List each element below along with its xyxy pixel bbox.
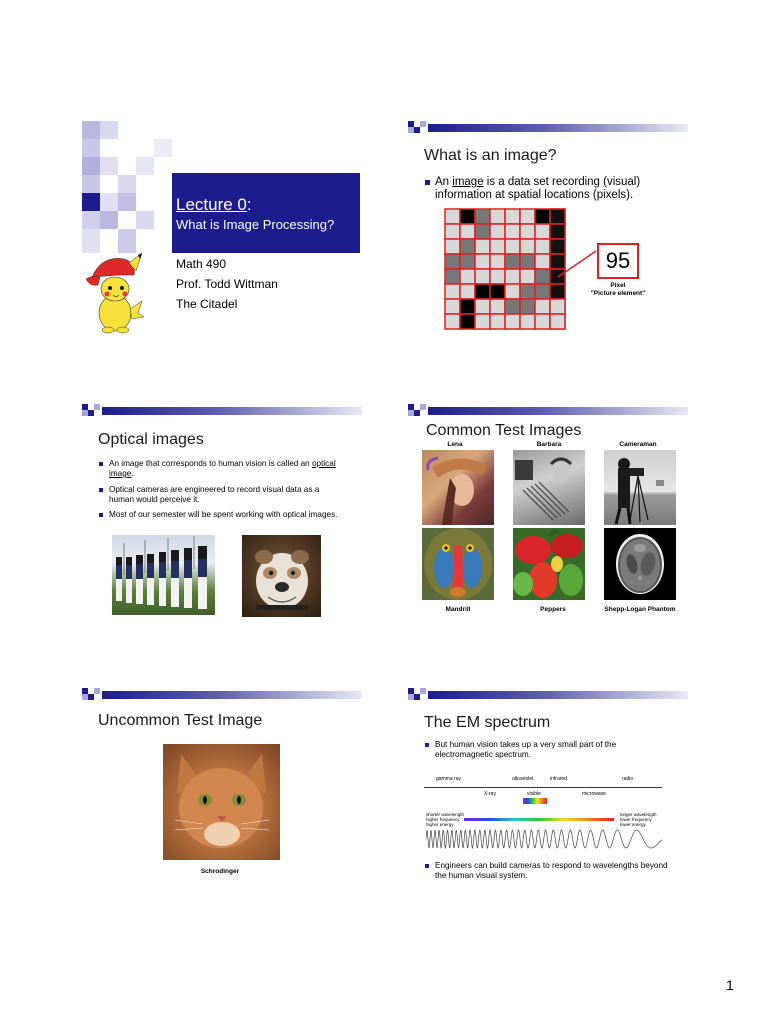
label-radio: radio (622, 776, 634, 782)
pixel-cell (490, 299, 505, 314)
pixel-cell (550, 209, 565, 224)
pixel-cell (490, 254, 505, 269)
pixel-cell (550, 299, 565, 314)
pixel-cell (535, 209, 550, 224)
lena-image (422, 450, 494, 525)
pixel-cell (445, 314, 460, 329)
pixel-cell (475, 299, 490, 314)
pixel-cell (460, 224, 475, 239)
em-bullet-2: Engineers can build cameras to respond to wavelengths beyond the human visual system. (435, 861, 675, 881)
label-peppers: Peppers (540, 606, 566, 613)
wave-illustration (426, 828, 662, 850)
pixel-grid (444, 208, 566, 330)
slide-2 (408, 121, 688, 331)
pixel-cell (460, 239, 475, 254)
pixel-cell (505, 284, 520, 299)
pixel-cell (520, 269, 535, 284)
slide-header-bar (408, 121, 688, 135)
pixel-cell (445, 209, 460, 224)
pixel-cell (550, 284, 565, 299)
slide-title: Uncommon Test Image (98, 712, 263, 729)
pixel-cell (445, 269, 460, 284)
pixel-cell (535, 299, 550, 314)
slide-6 (408, 688, 688, 898)
pixel-cell (550, 224, 565, 239)
pixel-cell (505, 209, 520, 224)
cat-photo (163, 744, 280, 860)
slide-header-bar (408, 404, 688, 418)
pixel-cell (505, 299, 520, 314)
pixel-cell (490, 314, 505, 329)
label-lower-frequency: lower frequency (620, 817, 652, 822)
optical-bullet-1 (109, 459, 344, 479)
pixel-cell (505, 239, 520, 254)
bullet-text: An image that corresponds to human vision is called an (109, 459, 312, 468)
label-infrared: infrared (550, 776, 567, 782)
pixel-cell (520, 254, 535, 269)
label-longer-wavelength: longer wavelength (620, 812, 657, 817)
professor-name: Prof. Todd Wittman (176, 277, 278, 291)
lecture-title (176, 195, 252, 215)
course-name: Math 490 (176, 257, 227, 271)
label-lena: Lena (447, 441, 463, 448)
pixel-cell (520, 299, 535, 314)
pixel-cell (445, 284, 460, 299)
label-gamma-ray: gamma ray (436, 776, 462, 782)
pikachu-illustration (82, 253, 144, 335)
slide-title: What is an image? (424, 147, 557, 164)
wave-path (426, 830, 662, 848)
spectrum-gradient-arrow (464, 818, 614, 821)
pixel-cell (535, 269, 550, 284)
bullet-term: optical image (109, 459, 336, 478)
pixel-cell (490, 239, 505, 254)
pixel-cell (520, 239, 535, 254)
pixel-value-box: 95 (597, 243, 639, 279)
label-higher-energy: higher energy (426, 822, 454, 827)
slide-1 (82, 121, 362, 331)
lecture-title-text: Lecture 0 (176, 195, 247, 214)
pixel-cell (475, 224, 490, 239)
pixel-callout-line (556, 241, 600, 281)
pixel-cell (520, 284, 535, 299)
pixel-cell (505, 254, 520, 269)
pixel-cell (520, 209, 535, 224)
bullet-pre: An (435, 176, 453, 188)
pixel-cell (460, 254, 475, 269)
label-cameraman: Cameraman (619, 441, 657, 448)
barbara-image (513, 450, 585, 525)
label-shepp-logan-phantom: Shepp-Logan Phantom (604, 606, 676, 613)
pixel-cell (505, 224, 520, 239)
short-wave-labels (426, 812, 464, 827)
label-ultraviolet: ultraviolet (512, 776, 534, 782)
pixel-cell (505, 269, 520, 284)
pixel-cell (535, 254, 550, 269)
pixel-sublabel: "Picture element" (590, 290, 646, 297)
bullet-punct: . (131, 469, 134, 478)
optical-bullet-2: Optical cameras are engineered to record visual data as a human would perceive it. (109, 485, 344, 505)
lecture-subtitle: What is Image Processing? (176, 217, 335, 232)
slide-5 (82, 688, 362, 898)
em-bullet-1: But human vision takes up a very small part of the electromagnetic spectrum. (435, 740, 675, 760)
slide-header-bar (82, 688, 362, 702)
pixel-cell (520, 314, 535, 329)
slide-4 (408, 404, 688, 614)
pixel-cell (460, 269, 475, 284)
spectrum-axis (424, 787, 662, 788)
cadets-photo (112, 535, 215, 615)
label-barbara: Barbara (536, 441, 562, 448)
school-name: The Citadel (176, 297, 238, 311)
peppers-image (513, 528, 585, 600)
pixel-cell (460, 314, 475, 329)
label-microwave: microwave (582, 791, 606, 797)
image-definition-bullet (435, 176, 685, 202)
pixel-cell (475, 269, 490, 284)
pixel-cell (550, 314, 565, 329)
phantom-image (604, 528, 676, 600)
bullet-term: image (452, 176, 484, 188)
slide-title: The EM spectrum (424, 714, 551, 731)
pixel-label: Pixel (610, 282, 626, 289)
optical-bullet-3: Most of our semester will be spent working with optical images. (109, 510, 344, 520)
slide-title: Optical images (98, 431, 204, 448)
bullet-post: is a data set recording (visual) information at spatial locations (pixels). (435, 176, 641, 201)
bulldog-photo (242, 535, 321, 617)
long-wave-labels (620, 812, 657, 827)
label-mandrill: Mandrill (445, 606, 471, 613)
pixel-cell (445, 239, 460, 254)
slide-header-bar (82, 404, 362, 418)
pixel-cell (490, 224, 505, 239)
label-visible: visible (527, 791, 541, 797)
pixel-cell (460, 299, 475, 314)
pixel-cell (475, 284, 490, 299)
pixel-cell (490, 269, 505, 284)
page-number: 1 (726, 977, 734, 993)
lecture-title-suffix: : (246, 195, 252, 214)
slide-3 (82, 404, 362, 614)
slide-title: Common Test Images (426, 422, 582, 439)
mandrill-image (422, 528, 494, 600)
label-shorter-wavelength: shorter wavelength (426, 812, 465, 817)
pixel-cell (520, 224, 535, 239)
pixel-cell (505, 314, 520, 329)
pixel-cell (475, 314, 490, 329)
pixel-cell (535, 284, 550, 299)
pixel-cell (475, 239, 490, 254)
pixel-cell (460, 284, 475, 299)
pixel-cell (490, 209, 505, 224)
pixel-cell (460, 209, 475, 224)
pixel-cell (490, 284, 505, 299)
label-lower-energy: lower energy (620, 822, 646, 827)
label-x-ray: X-ray (484, 791, 496, 797)
em-spectrum-diagram (424, 772, 662, 852)
cat-caption: Schrodinger (200, 868, 240, 875)
pixel-cell (535, 224, 550, 239)
slide-header-bar (408, 688, 688, 702)
pixel-cell (445, 224, 460, 239)
pixel-cell (475, 209, 490, 224)
cameraman-image (604, 450, 676, 525)
pixel-cell (535, 314, 550, 329)
pixel-cell (445, 254, 460, 269)
label-higher-frequency: higher frequency (426, 817, 460, 822)
visible-color-band (523, 798, 547, 804)
pixel-cell (535, 239, 550, 254)
pixel-cell (445, 299, 460, 314)
pixel-cell (475, 254, 490, 269)
